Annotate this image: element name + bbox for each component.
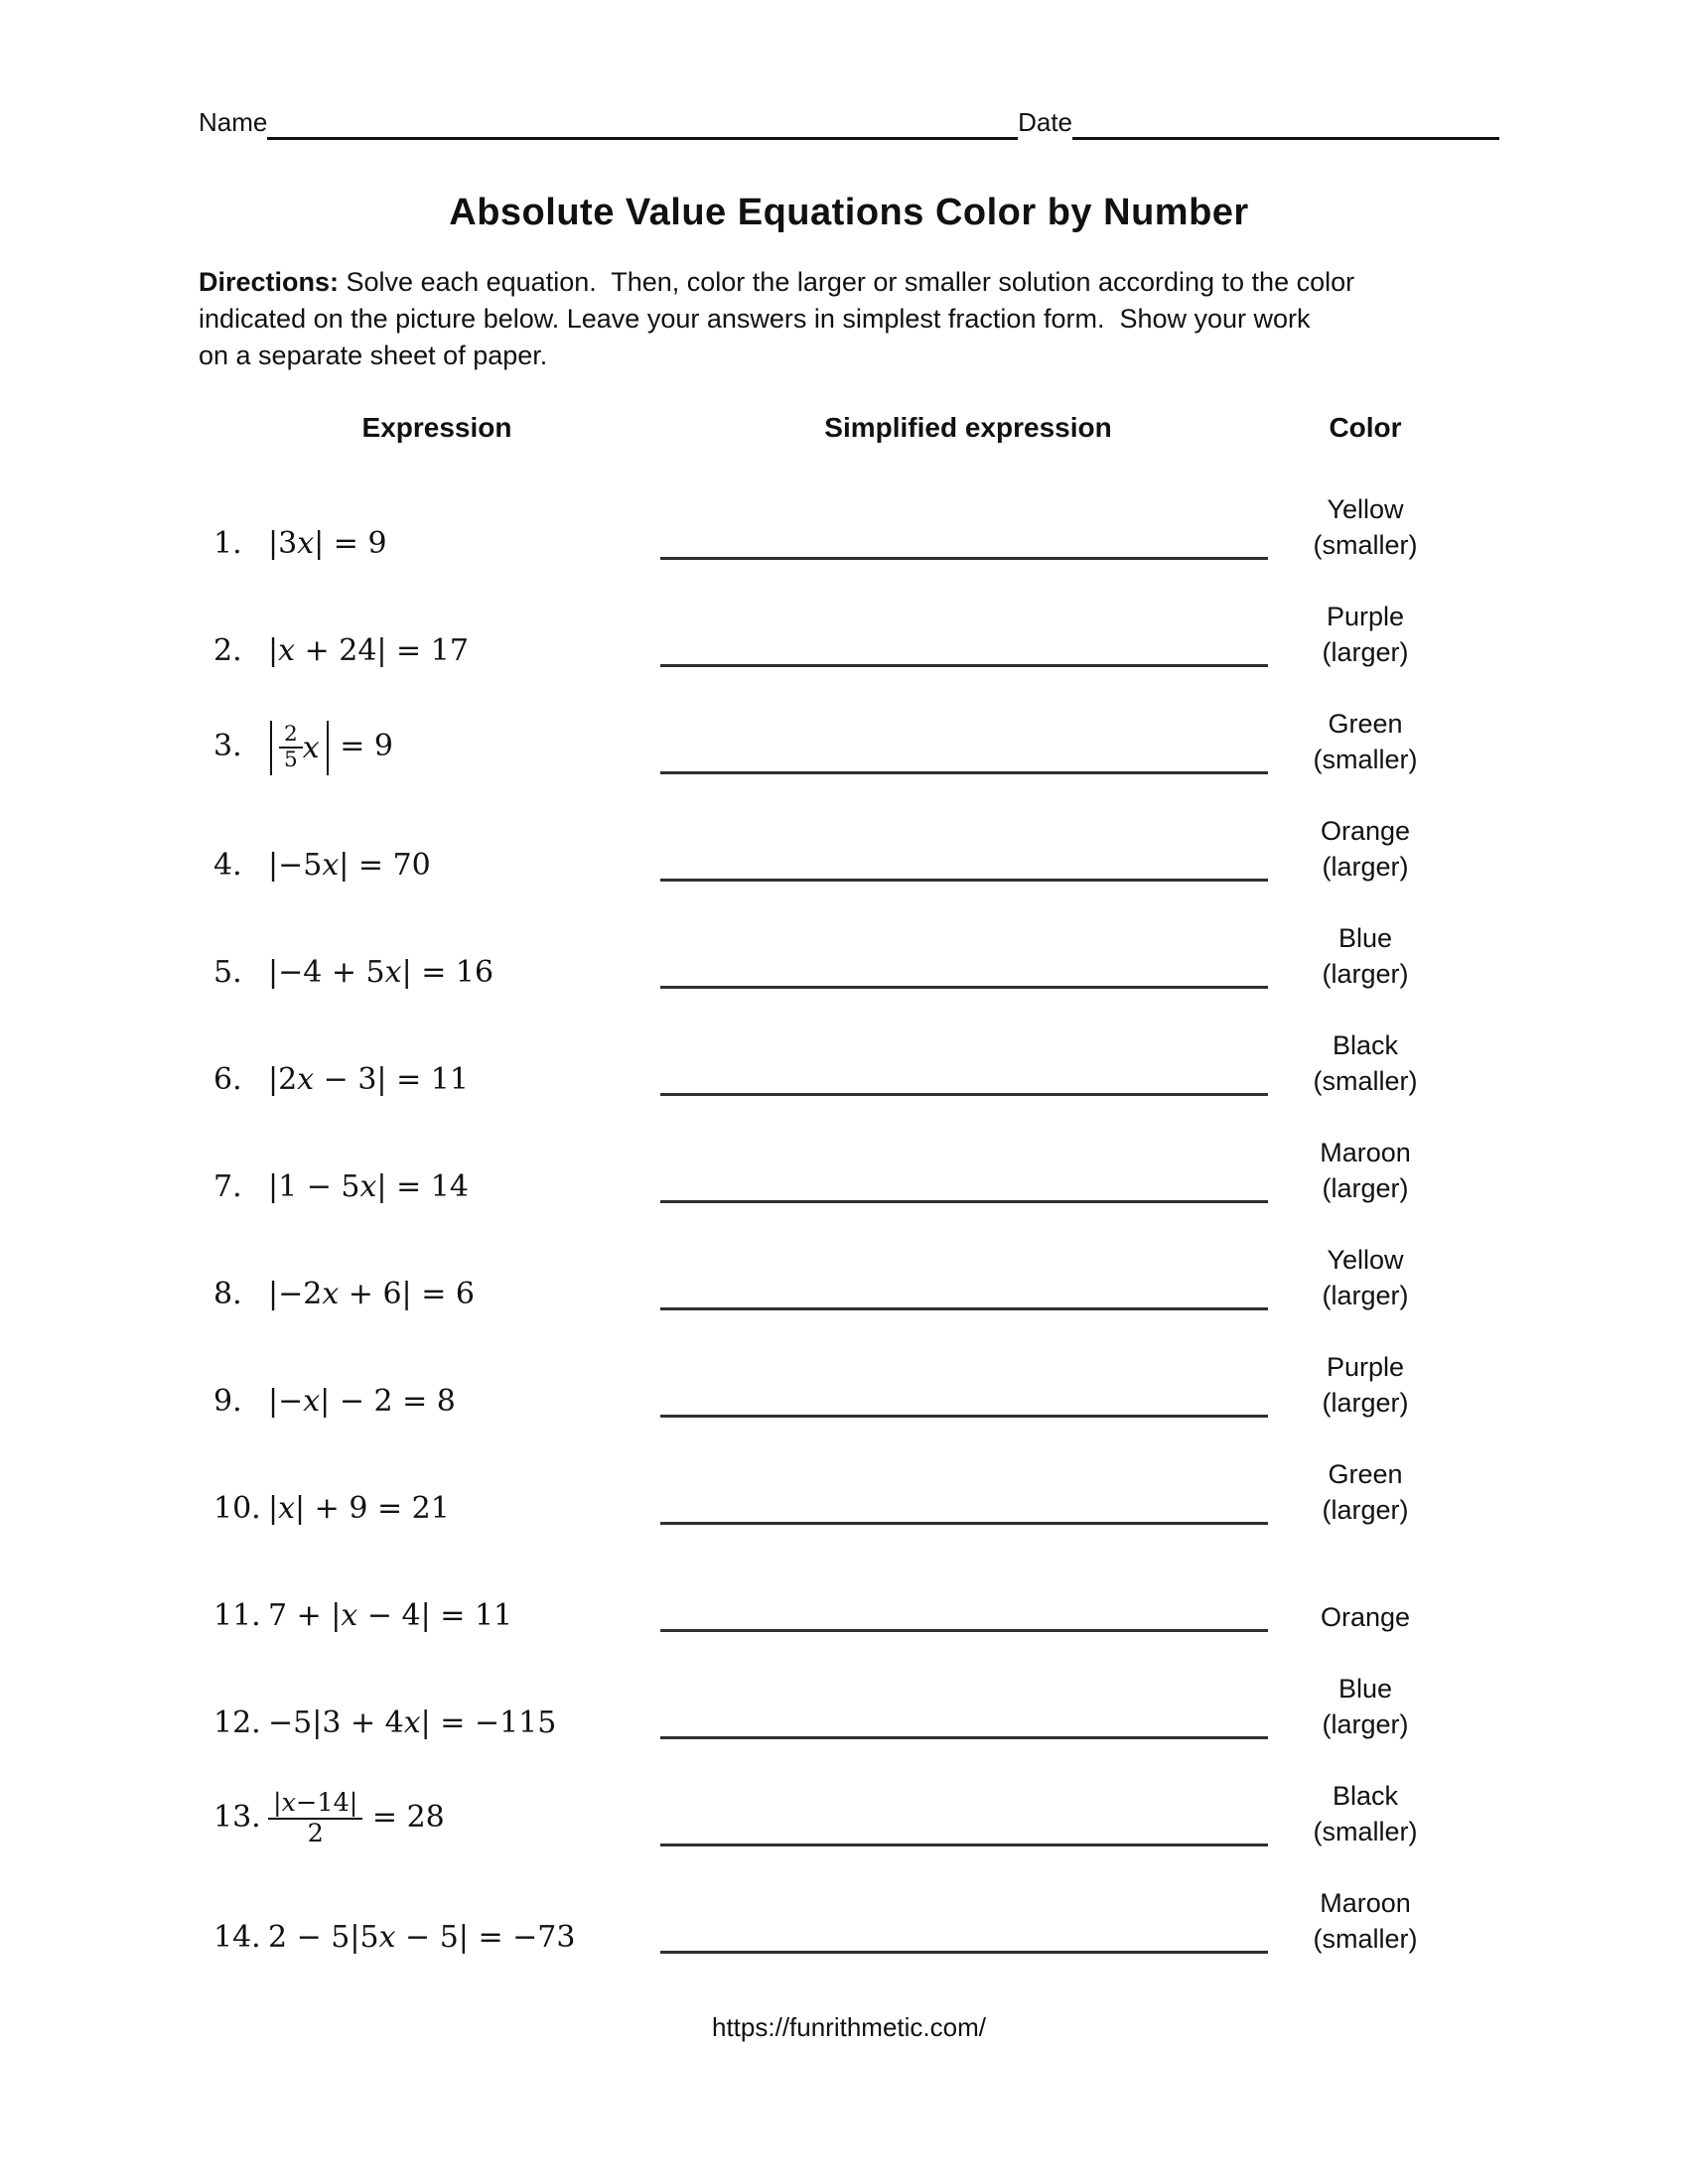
math-text: |−x| − 2 = 8 [268, 1384, 456, 1419]
color-qualifier: (smaller) [1313, 1066, 1418, 1096]
color-label [1276, 1027, 1455, 1099]
math-text: 2 − 5|5x − 5| = −73 [268, 1920, 576, 1955]
problem-row [213, 563, 1499, 670]
math-variable: x [322, 1277, 340, 1311]
directions [199, 264, 1499, 374]
problem-row [213, 1313, 1499, 1421]
answer-blank-line [660, 1843, 1268, 1846]
name-blank-line [267, 116, 1018, 140]
answer-cell [660, 1200, 1276, 1206]
answer-blank-line [660, 1415, 1268, 1418]
answer-cell [660, 1736, 1276, 1742]
problem-row [213, 1635, 1499, 1742]
col-header-color: Color [1329, 412, 1402, 443]
color-qualifier: (smaller) [1313, 1817, 1418, 1846]
math-text: |3x| = 9 [268, 526, 387, 561]
problem-row [213, 1206, 1499, 1313]
color-label [1276, 1349, 1455, 1421]
answer-cell [660, 664, 1276, 670]
problem-number: 4. [213, 848, 242, 883]
color-qualifier: (larger) [1322, 637, 1409, 667]
color-label [1276, 1242, 1455, 1313]
problem-expression [213, 1598, 660, 1635]
fraction-denominator: 5 [284, 748, 298, 773]
directions-line-3: on a separate sheet of paper. [199, 341, 548, 370]
problem-equation [268, 526, 387, 561]
answer-cell [660, 1843, 1276, 1849]
problem-expression [213, 1706, 660, 1742]
color-name: Blue [1337, 923, 1393, 953]
problem-expression [213, 955, 660, 992]
problem-number: 12. [213, 1706, 261, 1740]
color-name: Maroon [1320, 1138, 1411, 1167]
problem-expression [213, 1491, 660, 1528]
math-variable: x [297, 1062, 315, 1097]
problem-expression [213, 848, 660, 885]
color-name: Black [1332, 1781, 1399, 1811]
answer-blank-line [660, 771, 1268, 774]
color-name: Yellow [1327, 1245, 1404, 1275]
problem-expression [213, 721, 660, 777]
answer-cell [660, 1522, 1276, 1528]
problem-equation [268, 1706, 556, 1740]
color-name: Maroon [1320, 1888, 1411, 1918]
problem-number: 9. [213, 1384, 242, 1419]
problem-equation [268, 1384, 456, 1419]
problem-equation [268, 955, 493, 990]
color-label [1276, 1599, 1455, 1635]
problem-number: 5. [213, 955, 242, 990]
problem-number: 14. [213, 1920, 261, 1955]
problem-number: 13. [213, 1800, 261, 1836]
problem-row [213, 1099, 1499, 1206]
math-text: |−4 + 5x| = 16 [268, 955, 494, 990]
answer-cell [660, 1951, 1276, 1957]
answer-blank-line [660, 879, 1268, 882]
directions-line-1: Directions: Solve each equation. Then, color the larger or smaller solution according to the color [199, 267, 1355, 297]
math-text: |2x − 3| = 11 [268, 1062, 469, 1097]
problem-row [213, 992, 1499, 1099]
fraction-denominator: 2 [307, 1819, 324, 1849]
problem-expression [213, 526, 660, 563]
math-variable: x [322, 848, 340, 883]
fraction-numerator: |x−14| [268, 1790, 362, 1820]
color-label [1276, 1671, 1455, 1742]
problem-number: 2. [213, 633, 242, 668]
col-header-expression: Expression [361, 412, 512, 443]
problem-number: 10. [213, 1491, 261, 1526]
color-qualifier: (smaller) [1313, 530, 1418, 560]
problem-row [213, 1742, 1499, 1849]
color-name: Orange [1320, 1602, 1411, 1632]
color-label [1276, 1885, 1455, 1957]
math-variable: x [384, 955, 402, 990]
math-fraction [268, 1790, 362, 1847]
math-fraction [279, 721, 303, 773]
problem-number: 11. [213, 1598, 261, 1633]
math-text: |−2x + 6| = 6 [268, 1277, 475, 1311]
math-text: |−5x| = 70 [268, 848, 431, 883]
color-name: Black [1332, 1030, 1399, 1060]
color-name: Green [1328, 709, 1403, 739]
directions-line-2: indicated on the picture below. Leave your answers in simplest fraction form. Show your work [199, 304, 1311, 334]
answer-cell [660, 1093, 1276, 1099]
answer-blank-line [660, 664, 1268, 667]
math-variable: x [278, 633, 296, 668]
math-variable: x [303, 1384, 321, 1419]
problem-equation [268, 1169, 469, 1204]
problem-equation [268, 1788, 445, 1849]
color-label [1276, 1135, 1455, 1206]
math-text [303, 731, 320, 765]
problems-list [199, 444, 1499, 1957]
problem-row [213, 670, 1499, 777]
problem-row [213, 777, 1499, 885]
color-qualifier: (larger) [1322, 1173, 1409, 1203]
problem-number: 7. [213, 1169, 242, 1204]
math-text: = 9 [330, 729, 393, 764]
answer-blank-line [660, 1736, 1268, 1739]
problem-expression [213, 1169, 660, 1206]
answer-blank-line [660, 557, 1268, 560]
problem-row [213, 1528, 1499, 1635]
color-name: Green [1328, 1459, 1403, 1489]
answer-blank-line [660, 1093, 1268, 1096]
math-variable: x [297, 526, 315, 561]
problem-number: 6. [213, 1062, 242, 1097]
math-variable: x [302, 730, 320, 765]
problem-equation [268, 1491, 450, 1526]
answer-blank-line [660, 1629, 1268, 1632]
answer-cell [660, 771, 1276, 777]
answer-blank-line [660, 1200, 1268, 1203]
answer-cell [660, 1415, 1276, 1421]
color-label [1276, 1456, 1455, 1528]
footer-url: https://funrithmetic.com/ [712, 2012, 986, 2042]
color-qualifier: (larger) [1322, 1495, 1409, 1525]
answer-blank-line [660, 986, 1268, 989]
header-row [199, 107, 1499, 140]
answer-cell [660, 1629, 1276, 1635]
math-text: |1 − 5x| = 14 [268, 1169, 469, 1204]
fraction-numerator: 2 [279, 724, 303, 750]
color-name: Purple [1326, 602, 1405, 631]
math-text: = 28 [362, 1800, 445, 1836]
color-label [1276, 920, 1455, 992]
problem-equation [268, 1277, 475, 1311]
color-name: Blue [1337, 1674, 1393, 1704]
absolute-value-bars [270, 721, 329, 775]
problem-row [213, 1421, 1499, 1528]
page-title: Absolute Value Equations Color by Number [449, 192, 1249, 233]
problem-number: 8. [213, 1277, 242, 1311]
color-qualifier: (larger) [1322, 1281, 1409, 1310]
answer-blank-line [660, 1307, 1268, 1310]
answer-cell [660, 557, 1276, 563]
problem-row [213, 1849, 1499, 1957]
problem-expression [213, 633, 660, 670]
color-qualifier: (larger) [1322, 959, 1409, 989]
problem-expression [213, 1920, 660, 1957]
problem-row [213, 444, 1499, 563]
color-qualifier: (larger) [1322, 1709, 1409, 1739]
math-text: |x + 24| = 17 [268, 633, 469, 668]
col-header-simplified: Simplified expression [824, 412, 1112, 443]
date-label: Date [1018, 107, 1072, 137]
math-variable: x [403, 1706, 421, 1740]
column-headers [213, 412, 1499, 444]
problem-row [213, 885, 1499, 992]
directions-label: Directions: [199, 267, 340, 297]
problem-number: 1. [213, 526, 242, 561]
problem-expression [213, 1790, 660, 1849]
answer-blank-line [660, 1522, 1268, 1525]
color-label [1276, 706, 1455, 777]
problem-equation [268, 633, 469, 668]
name-label: Name [199, 107, 268, 137]
math-variable: x [378, 1920, 396, 1955]
color-label [1276, 813, 1455, 885]
answer-cell [660, 1307, 1276, 1313]
problem-expression [213, 1277, 660, 1313]
math-variable: x [359, 1169, 377, 1204]
answer-cell [660, 986, 1276, 992]
answer-blank-line [660, 1951, 1268, 1954]
color-name: Orange [1320, 816, 1411, 846]
color-label [1276, 491, 1455, 563]
color-name: Yellow [1327, 494, 1404, 524]
math-text: 7 + |x − 4| = 11 [268, 1598, 513, 1633]
problem-equation [268, 1598, 512, 1633]
color-label [1276, 599, 1455, 670]
math-variable: x [281, 1788, 296, 1819]
answer-cell [660, 879, 1276, 885]
problem-equation [268, 721, 393, 773]
date-blank-line [1072, 116, 1499, 140]
math-variable: x [278, 1491, 296, 1526]
color-qualifier: (smaller) [1313, 1924, 1418, 1954]
math-text: |x| + 9 = 21 [268, 1491, 450, 1526]
color-qualifier: (larger) [1322, 852, 1409, 882]
color-name: Purple [1326, 1352, 1405, 1382]
math-variable: x [341, 1598, 358, 1633]
math-text: −5|3 + 4x| = −115 [268, 1706, 557, 1740]
problem-equation [268, 848, 431, 883]
color-label [1276, 1778, 1455, 1849]
problem-expression [213, 1384, 660, 1421]
problem-number: 3. [213, 729, 242, 764]
color-qualifier: (larger) [1322, 1388, 1409, 1418]
problem-equation [268, 1062, 469, 1097]
color-qualifier: (smaller) [1313, 745, 1418, 774]
problem-equation [268, 1920, 575, 1955]
problem-expression [213, 1062, 660, 1099]
